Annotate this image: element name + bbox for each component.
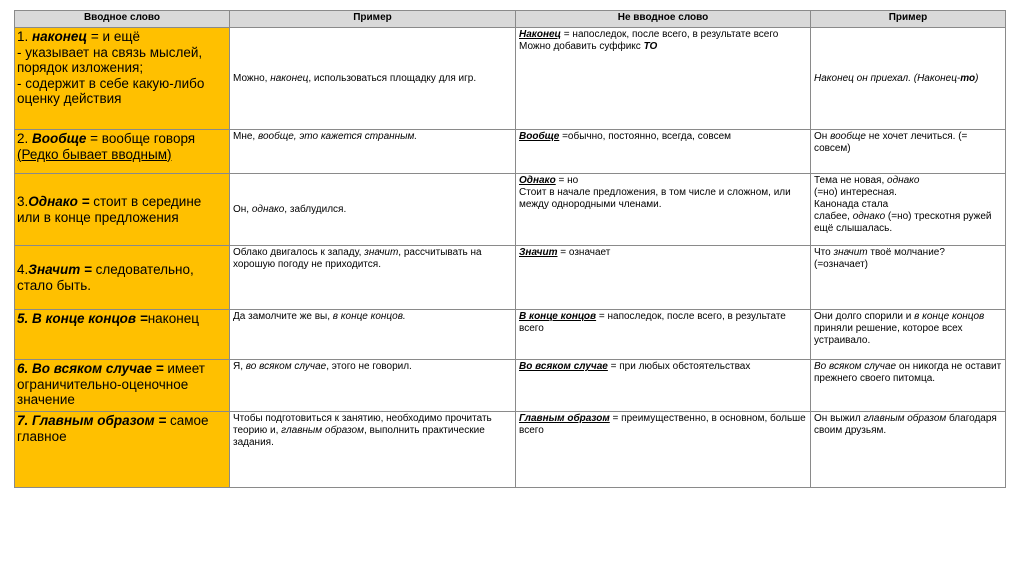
non-intro-cell: Однако = но Стоит в начале предложения, в том числе и сложном, или между однородными членами. bbox=[516, 174, 811, 246]
non-intro-cell: Наконец = напоследок, после всего, в результате всего Можно добавить суффикс ТО bbox=[516, 28, 811, 130]
example-cell: Мне, вообще, это кажется странным. bbox=[230, 130, 516, 174]
intro-word-cell: 3.Однако = стоит в середине или в конце предложения bbox=[15, 174, 230, 246]
table-row bbox=[15, 360, 1006, 412]
header-non-intro-word: Не вводное слово bbox=[516, 11, 811, 28]
example-cell-2: Наконец он приехал. (Наконец-то) bbox=[811, 28, 1006, 130]
intro-word-cell: 6. Во всяком случае = имеет ограничительно-оценочное значение bbox=[15, 360, 230, 412]
non-intro-cell: Вообще =обычно, постоянно, всегда, совсем bbox=[516, 130, 811, 174]
non-intro-cell: Значит = означает bbox=[516, 246, 811, 310]
intro-word-cell: 2. Вообще = вообще говоря (Редко бывает вводным) bbox=[15, 130, 230, 174]
intro-word-cell: 1. наконец = и ещё - указывает на связь мыслей, порядок изложения; - содержит в себе какую-либо оценку действия bbox=[15, 28, 230, 130]
table-row bbox=[15, 412, 1006, 488]
example-cell: Я, во всяком случае, этого не говорил. bbox=[230, 360, 516, 412]
header-row bbox=[15, 11, 1006, 28]
table-row bbox=[15, 174, 1006, 246]
intro-word-cell: 7. Главным образом = самое главное bbox=[15, 412, 230, 488]
example-cell-2: Он выжил главным образом благодаря своим друзьям. bbox=[811, 412, 1006, 488]
intro-words-table bbox=[14, 10, 1006, 488]
non-intro-cell: Главным образом = преимущественно, в основном, больше всего bbox=[516, 412, 811, 488]
header-example-2: Пример bbox=[811, 11, 1006, 28]
example-cell-2: Тема не новая, однако (=но) интересная. Канонада стала слабее, однако (=но) трескотня ружей ещё слышалась. bbox=[811, 174, 1006, 246]
header-example: Пример bbox=[230, 11, 516, 28]
table-row bbox=[15, 310, 1006, 360]
non-intro-cell: В конце концов = напоследок, после всего, в результате всего bbox=[516, 310, 811, 360]
example-cell: Можно, наконец, использоваться площадку для игр. bbox=[230, 28, 516, 130]
example-cell: Он, однако, заблудился. bbox=[230, 174, 516, 246]
table-row bbox=[15, 130, 1006, 174]
example-cell: Да замолчите же вы, в конце концов. bbox=[230, 310, 516, 360]
example-cell-2: Они долго спорили и в конце концов приняли решение, которое всех устраивало. bbox=[811, 310, 1006, 360]
example-cell-2: Во всяком случае он никогда не оставит прежнего своего питомца. bbox=[811, 360, 1006, 412]
non-intro-cell: Во всяком случае = при любых обстоятельствах bbox=[516, 360, 811, 412]
intro-word-cell: 4.Значит = следовательно, стало быть. bbox=[15, 246, 230, 310]
intro-word-cell: 5. В конце концов =наконец bbox=[15, 310, 230, 360]
table-row bbox=[15, 28, 1006, 130]
table-row bbox=[15, 246, 1006, 310]
header-intro-word: Вводное слово bbox=[15, 11, 230, 28]
example-cell-2: Он вообще не хочет лечиться. (= совсем) bbox=[811, 130, 1006, 174]
example-cell: Чтобы подготовиться к занятию, необходимо прочитать теорию и, главным образом, выполнить практические задания. bbox=[230, 412, 516, 488]
example-cell-2: Что значит твоё молчание? (=означает) bbox=[811, 246, 1006, 310]
example-cell: Облако двигалось к западу, значит, рассчитывать на хорошую погоду не приходится. bbox=[230, 246, 516, 310]
